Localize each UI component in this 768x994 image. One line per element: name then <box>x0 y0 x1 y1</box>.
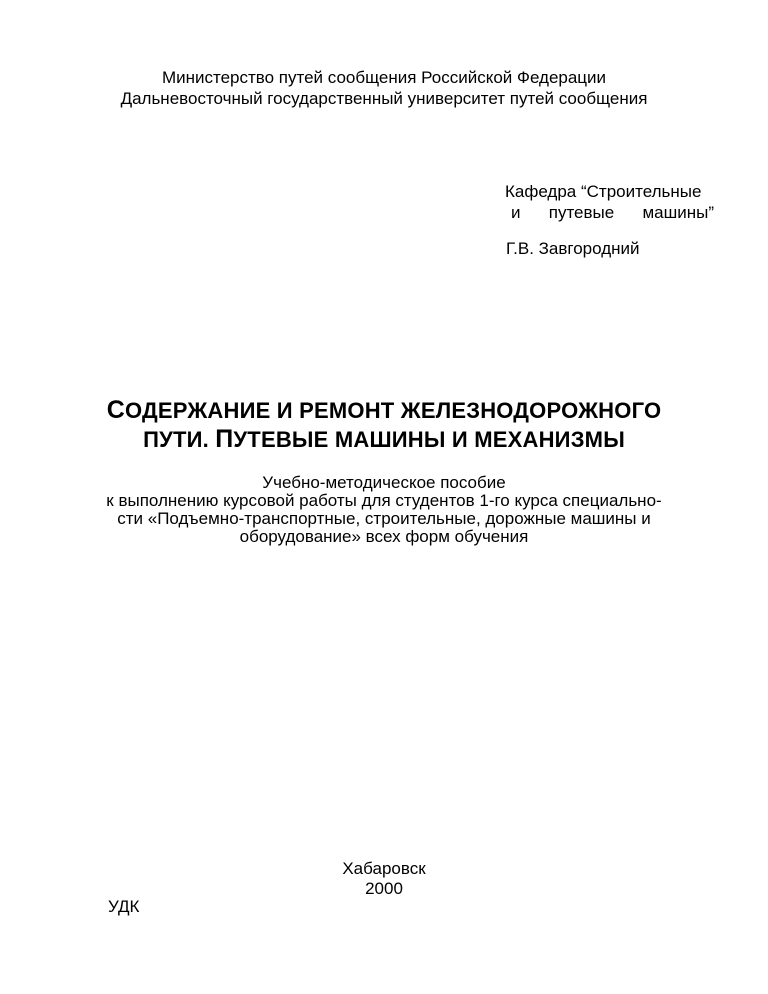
year: 2000 <box>365 879 403 898</box>
city: Хабаровск <box>342 859 426 878</box>
department-line-1: Кафедра “Строительные <box>505 182 702 201</box>
title-text: ОДЕРЖАНИЕ И РЕМОНТ ЖЕЛЕЗНОДОРОЖНОГО <box>124 398 662 423</box>
udk-label: УДК <box>108 897 140 916</box>
title-line-1 <box>0 398 768 423</box>
university-heading: Дальневосточный государственный университет путей сообщения <box>120 89 648 108</box>
author-name: Г.В. Завгородний <box>506 239 640 258</box>
ministry-heading: Министерство путей сообщения Российской Федерации <box>161 68 607 87</box>
title-initial: С <box>106 396 125 424</box>
subtitle-line-4: оборудование» всех форм обучения <box>239 527 529 546</box>
subtitle-line-2: к выполнению курсовой работы для студентов 1-го курса специально- <box>106 491 662 510</box>
title-text: ПУТИ. <box>143 427 216 452</box>
department-word: путевые <box>548 203 615 222</box>
department-line-2 <box>511 204 714 221</box>
title-text: УТЕВЫЕ МАШИНЫ И МЕХАНИЗМЫ <box>233 427 625 452</box>
subtitle-line-1: Учебно-методическое пособие <box>262 473 506 492</box>
department-word: машины” <box>642 203 714 222</box>
subtitle-line-3: сти «Подъемно-транспортные, строительные, дорожные машины и <box>117 509 651 528</box>
title-initial: П <box>215 425 234 453</box>
department-word: и <box>511 203 521 222</box>
title-line-2 <box>0 427 768 452</box>
